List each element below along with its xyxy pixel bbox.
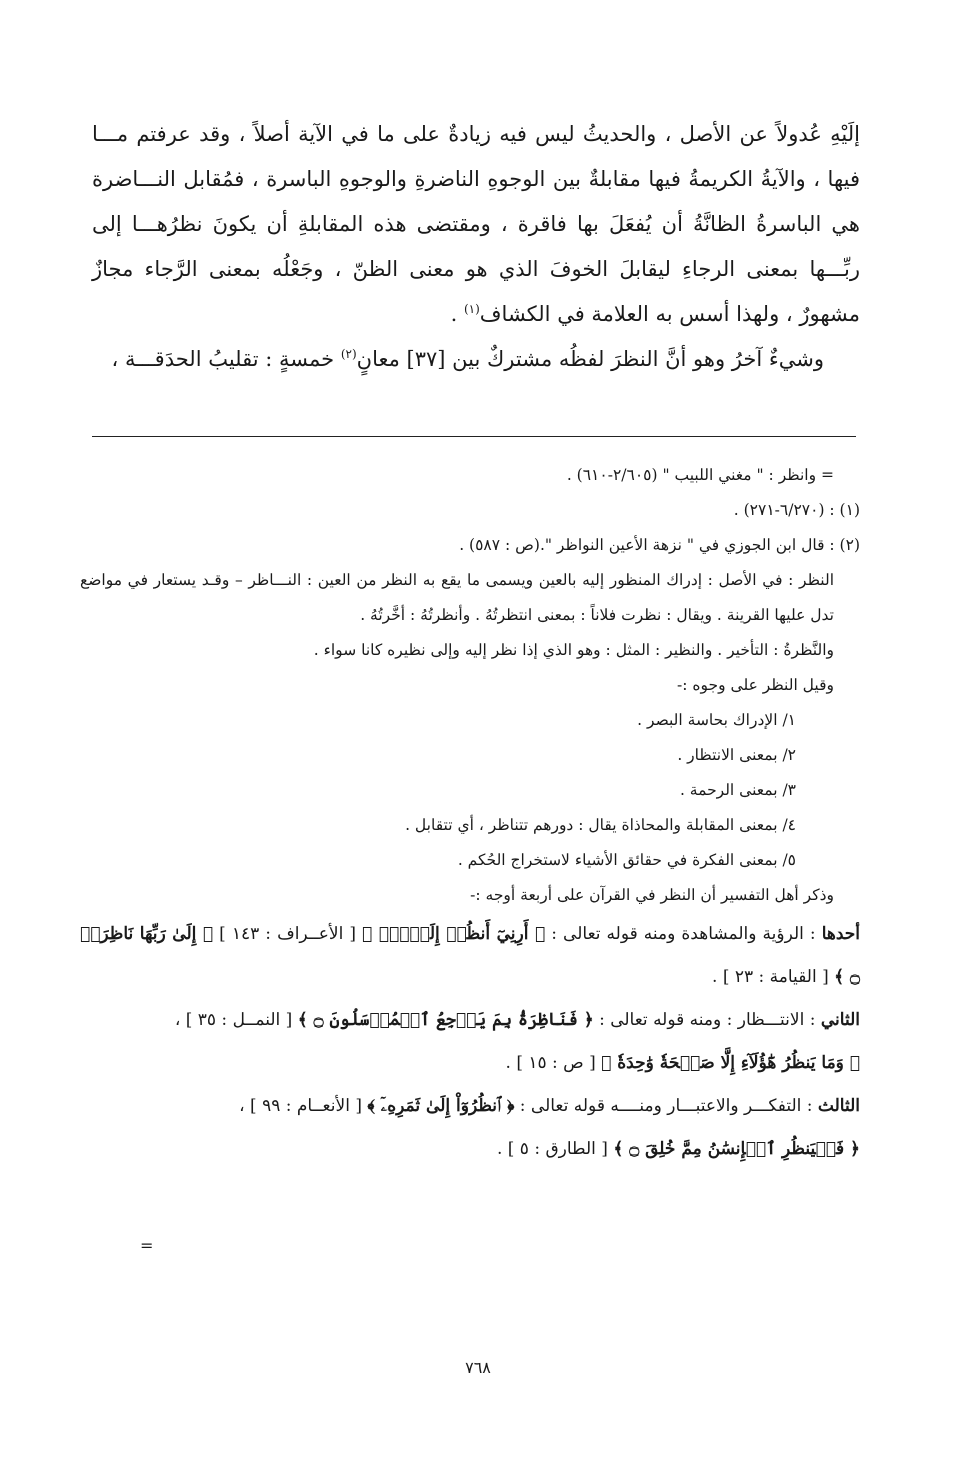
definition-3: وقيل النظر على وجوه :-: [677, 676, 834, 694]
meaning-third: [80, 1085, 860, 1171]
definition-1: النظر : في الأصل : إدراك المنظور إليه بالعين ويسمى ما يقع به النظر من العين : النـــاظر – وقـد يستعار في مواضع تدل عليها القرينة . ويقال : نظرت فلاناً : بمعنى انتظرتُهُ . وأنظرتُهُ : أخَّرتُهُ .: [80, 571, 834, 624]
verse-reference: [ ص : ١٥ ] .: [505, 1053, 602, 1073]
verse-reference: [ النمــل : ٣٥ ] ،: [174, 1010, 298, 1030]
paragraph-1-text: إلَيْهِ عُدولاً عن الأصل ، والحديثُ ليس فيه زيادةٌ على ما في الآية أصلاً ، وقد عرفتم مـــا فيها ، والآيةُ الكريمةُ فيها مقابلةٌ بين الوجوهِ الناضرةِ والوجوهِ الباسرة ، فمُقابل النـــاضرة هي الباسرةُ الظانَّةُ أن يُفعَلَ بها فاقرة ، ومقتضى هذه المقابلةِ أن يكونَ نظرُهـــا إلى ربِّـــها بمعنى الرجاءِ ليقابلَ الخوفَ الذي هو معنى الظنّ ، وجَعْلُه بمعنى الرَّجاء مجازٌ مشهورٌ ، ولهذا أسس به العلامة في الكشاف: [92, 122, 860, 326]
footnote-continuation: = وانظر : " مغني اللبيب " (٢/٦٠٥-٦١٠) .: [566, 466, 834, 484]
footnote-2: (٢) : قال ابن الجوزي في " نزهة الأعين النواظر ".(ص : ٥٨٧) .: [459, 536, 860, 554]
page-number: ٧٦٨: [465, 1358, 491, 1377]
tafsir-intro: وذكر أهل التفسير أن النظر في القرآن على أربعة أوجه :-: [470, 886, 834, 904]
list-item-3: ٣/ بمعنى الرحمة .: [679, 781, 796, 799]
main-paragraph-1: [92, 112, 860, 337]
footnote-1: (١) : (٦/٢٧٠-٢٧١) .: [733, 501, 860, 519]
meaning-second-text: : الانتـــظار : ومنه قوله تعالى :: [593, 1010, 821, 1030]
verse-reference: [ الطارق : ٥ ] .: [496, 1139, 614, 1159]
definition-2: والنَّظرةُ : التأخير . والنظير : المثل : وهو الذي إذا نظر إليه وإلى نظيره كانا سواء .: [313, 641, 834, 659]
footnote-ref-1: (١): [463, 302, 480, 316]
footnote-ref-2: (٢): [340, 347, 357, 361]
list-item-2: ٢/ بمعنى الانتظار .: [677, 746, 796, 764]
quran-verse: ﴿ فَنَاظِرَةُۢ بِمَ يَرۡجِعُ ٱلۡمُرۡسَلُونَ ۝ ﴾: [297, 1010, 594, 1030]
main-text: [92, 112, 860, 382]
quran-verse: ﴿ ٱنظُرُوٓاْ إِلَىٰ ثَمَرِهِۦٓ ﴾: [367, 1096, 515, 1116]
quran-verse: ﴿ أَرِنِيٓ أَنظُرۡ إِلَيۡكَۚ ﴾: [362, 924, 546, 944]
meaning-first-label: أحدها: [821, 924, 860, 944]
meaning-second: [80, 999, 860, 1085]
meaning-third-text: : التفكـــر والاعتبـــار ومنــــه قوله تعالى :: [514, 1096, 818, 1116]
continued-mark: =: [140, 1236, 154, 1255]
footnote-separator: [92, 436, 856, 437]
quran-verse: ﴿ وَمَا يَنظُرُ هَٰٓؤُلَآءِ إِلَّا صَيۡحَةٗ وَٰحِدَةٗ ﴾: [601, 1053, 860, 1073]
verse-reference: [ القيامة : ٢٣ ] .: [712, 967, 835, 987]
main-paragraph-2: [92, 337, 860, 382]
paragraph-1-end: .: [450, 302, 464, 326]
meaning-third-label: الثالث: [817, 1096, 860, 1116]
quran-verse: ﴿ إِلَىٰ رَبِّهَا نَاظِرَةٞ ۝ ﴾: [80, 924, 860, 987]
footnotes: [80, 458, 860, 1171]
paragraph-2-text-a: وشيءٌ آخرُ وهو أنَّ النظرَ لفظُه مشتركٌ بين [٣٧] معانٍ: [356, 347, 824, 371]
meaning-second-label: الثاني: [820, 1010, 860, 1030]
verse-reference: [ الأنعــام : ٩٩ ] ،: [239, 1096, 368, 1116]
list-item-1: ١/ الإدراك بحاسة البصر .: [637, 711, 796, 729]
meaning-first-text: : الرؤية والمشاهدة ومنه قوله تعالى :: [545, 924, 822, 944]
verse-reference: [ الأعــراف : ١٤٣ ]: [213, 924, 363, 944]
meaning-first: [80, 913, 860, 999]
list-item-5: ٥/ بمعنى الفكرة في حقائق الأشياء لاستخراج الحُكم .: [457, 851, 796, 869]
paragraph-2-text-b: خمسةٍ : تقليبُ الحدَقـــة ،: [111, 347, 341, 371]
quran-verse: ﴿ فَلۡيَنظُرِ ٱلۡإِنسَٰنُ مِمَّ خُلِقَ ۝ ﴾: [613, 1139, 860, 1159]
list-item-4: ٤/ بمعنى المقابلة والمحاذاة يقال : دورهم تتناظر ، أي تتقابل .: [405, 816, 796, 834]
